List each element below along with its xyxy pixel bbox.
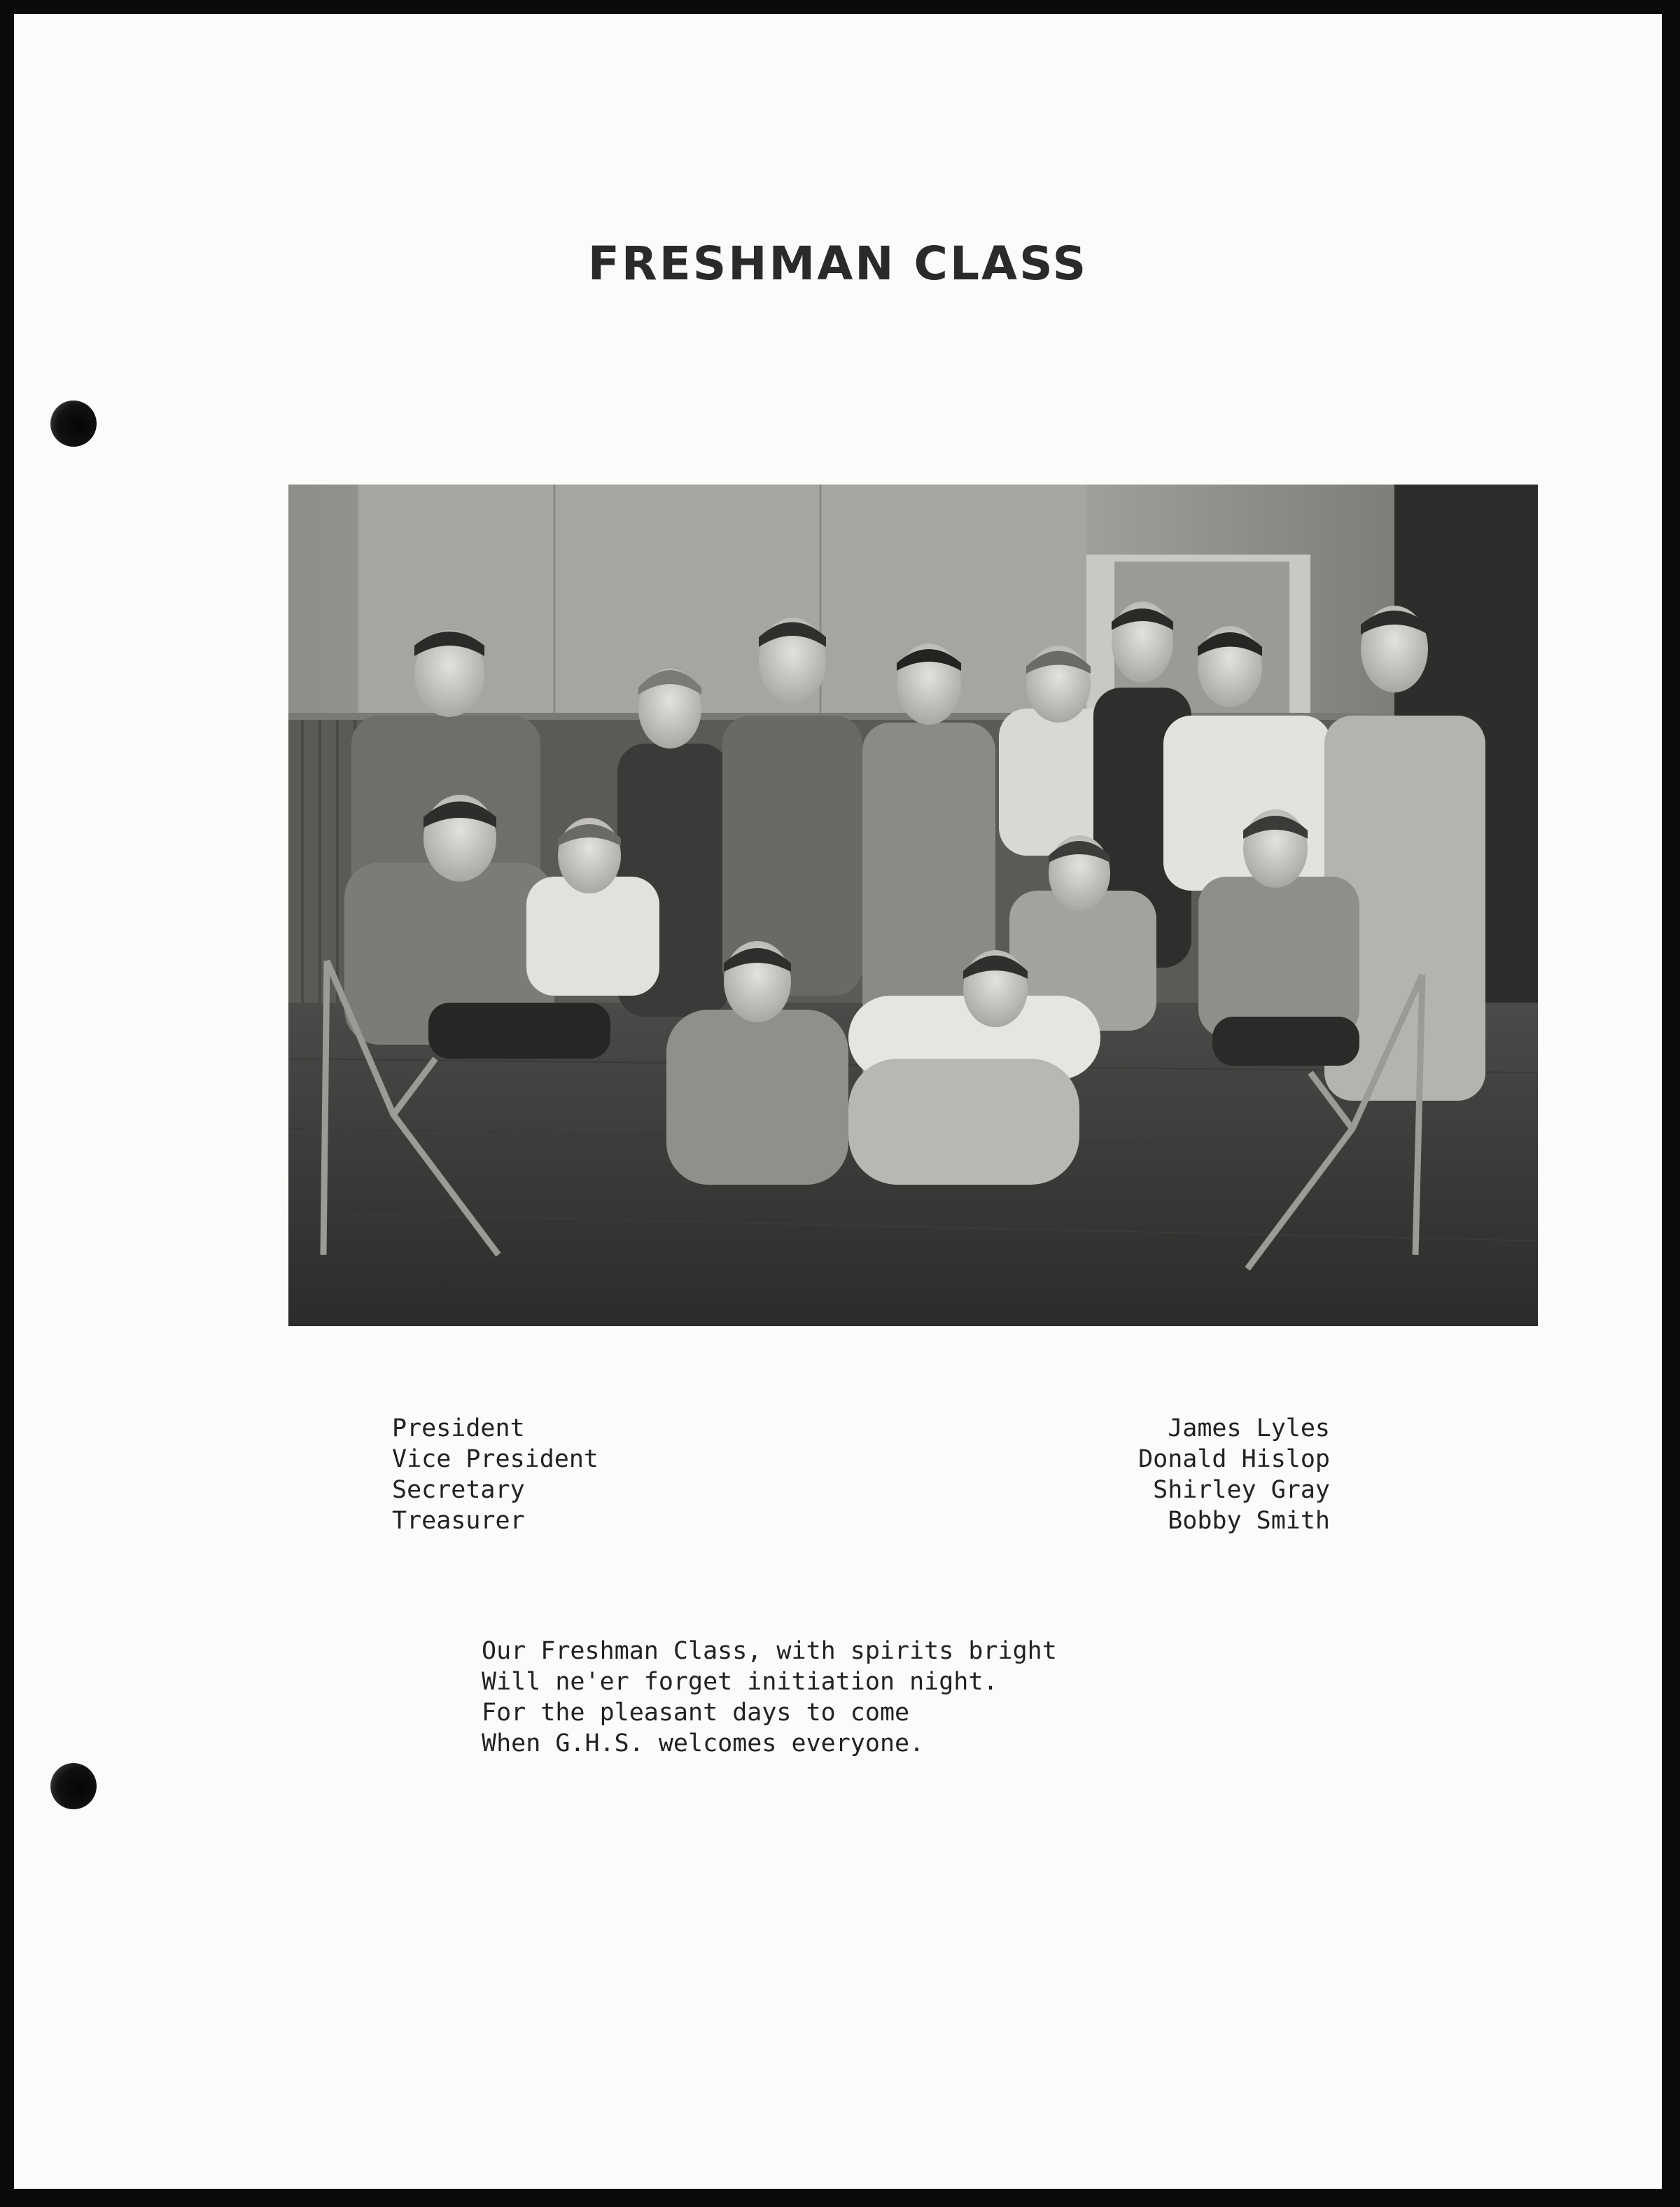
officer-role: Treasurer [392,1507,525,1535]
officer-role: President [392,1414,525,1442]
officer-row-president [392,1413,1330,1444]
officer-row-vice-president [392,1444,1330,1475]
officer-role: Secretary [392,1476,525,1504]
punch-hole-bottom [50,1763,97,1809]
officer-name: Shirley Gray [1153,1476,1330,1504]
class-group-photo [288,485,1538,1326]
officer-row-secretary [392,1475,1330,1505]
class-poem [482,1636,1057,1759]
officer-row-treasurer [392,1505,1330,1536]
poem-line: Our Freshman Class, with spirits bright [482,1637,1057,1665]
punch-hole-top [50,401,97,447]
officer-name: James Lyles [1168,1414,1330,1442]
poem-line: Will ne'er forget initiation night. [482,1668,998,1696]
poem-line: For the pleasant days to come [482,1699,910,1727]
officers-list [392,1413,1330,1536]
page-title: FRESHMAN CLASS [587,237,1088,291]
poem-line: When G.H.S. welcomes everyone. [482,1729,925,1757]
officer-role: Vice President [392,1445,599,1473]
yearbook-page [14,14,1662,2189]
officer-name: Bobby Smith [1168,1507,1330,1535]
photo-illustration [288,485,1538,1326]
officer-name: Donald Hislop [1138,1445,1330,1473]
